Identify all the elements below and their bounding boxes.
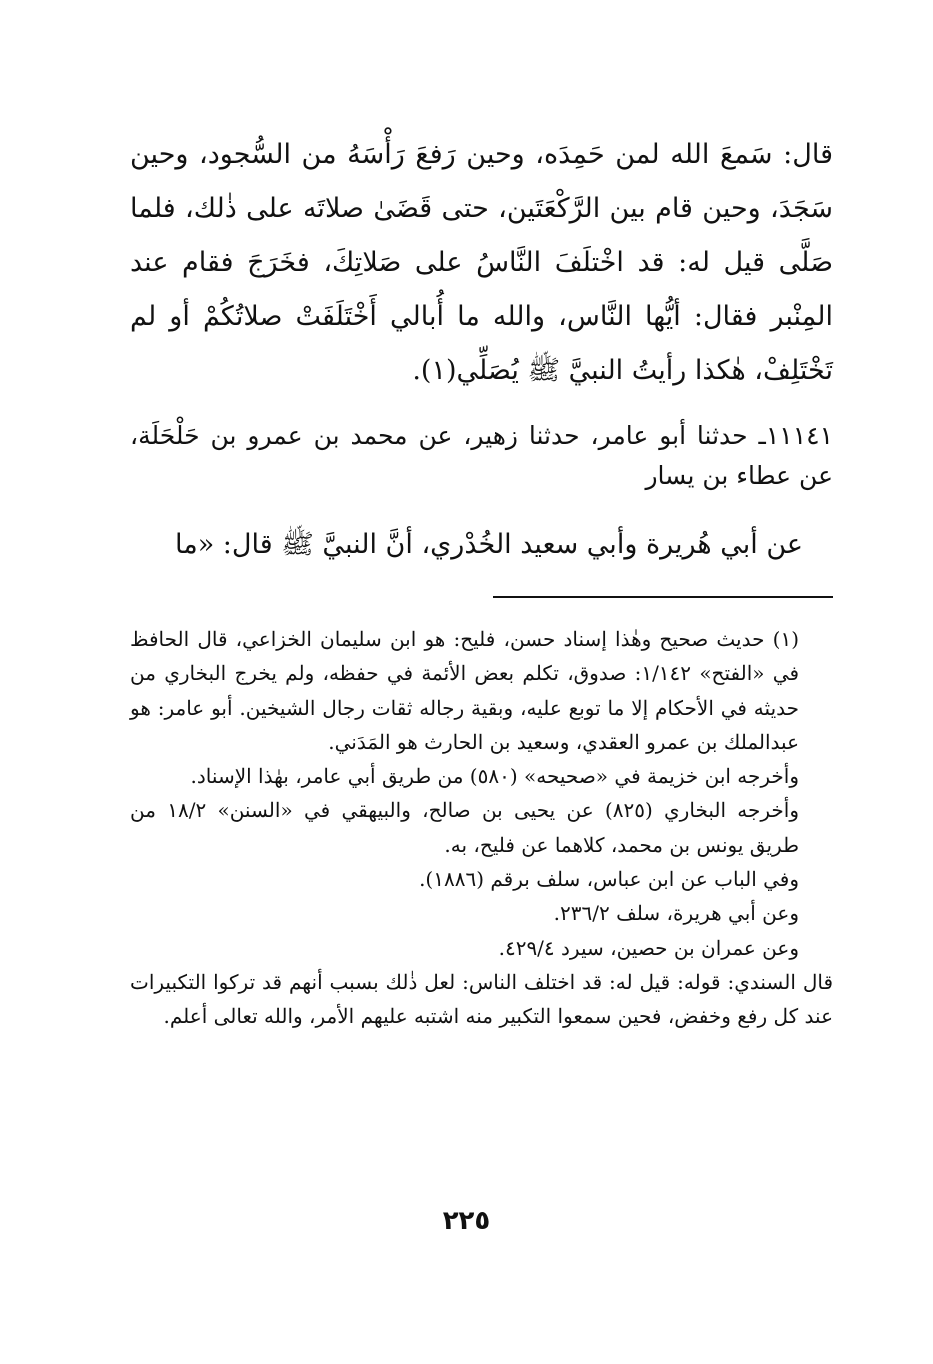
footnote-item: وفي الباب عن ابن عباس، سلف برقم (١٨٨٦). (419, 867, 799, 892)
footnote-main: (١) حديث صحيح وهٰذا إسناد حسن، فليح: هو ابن سليمان الخزاعي، قال الحافظ في «الفتح» ١/١٤٢: صدوق، تكلم بعض الأئمة في حفظه، ولم يخرج البخاري من حديثه في الأحكام إلا ما توبع عليه، وبقية رجاله ثقات رجال الشيخين. أبو عامر: هو عبدالملك بن عمرو العقدي، وسعيد بن الحارث هو المَدَني. (130, 627, 799, 754)
footnote-item: وأخرجه ابن خزيمة في «صحيحه» (٥٨٠) من طريق أبي عامر، بهٰذا الإسناد. (190, 764, 799, 789)
main-text (130, 128, 833, 398)
hadith-chain-text: ١١١٤١ـ حدثنا أبو عامر، حدثنا زهير، عن محمد بن عمرو بن حَلْحَلَة، عن عطاء بن يسار (130, 421, 833, 490)
hadith-opening-text: عن أبي هُريرة وأبي سعيد الخُدْري، أنَّ النبيَّ ﷺ قال: «ما (175, 529, 803, 560)
hadith-chain (130, 416, 833, 496)
main-paragraph: قال: سَمعَ الله لمن حَمِدَه، وحين رَفعَ رَأْسَهُ من السُّجود، وحين سَجَدَ، وحين قام بين الرَّكْعَتَين، حتى قَضَىٰ صلاتَه على ذٰلك، فلما صَلَّى قيل له: قد اخْتلَفَ النَّاسُ على صَلاتِكَ، فخَرَجَ فقام عند المِنْبر فقال: أيُّها النَّاس، والله ما أُبالي أَخْتَلَفَتْ صلاتُكُمْ أو لم تَخْتَلِفْ، هٰكذا رأيتُ النبيَّ ﷺ يُصَلِّي(١). (130, 139, 833, 386)
footnote-item: وعن عمران بن حصين، سيرد ٤٢٩/٤. (498, 935, 799, 960)
footnote-item: وأخرجه البخاري (٨٢٥) عن يحيى بن صالح، والبيهقي في «السنن» ١٨/٢ من طريق يونس بن محمد، كلاهما عن فليح، به. (130, 798, 800, 857)
footnote-divider (493, 596, 833, 598)
hadith-opening (130, 518, 833, 572)
footnote-item: وعن أبي هريرة، سلف ٢٣٦/٢. (553, 901, 799, 926)
footnotes (130, 622, 833, 1034)
footnote-commentary: قال السندي: قوله: قيل له: قد اختلف الناس: لعل ذٰلك بسبب أنهم قد تركوا التكبيرات عند كل رفع وخفض، فحين سمعوا التكبير منه اشتبه عليهم الأمر، والله تعالى أعلم. (130, 969, 833, 1029)
page-number: ٢٢٥ (442, 1206, 491, 1236)
